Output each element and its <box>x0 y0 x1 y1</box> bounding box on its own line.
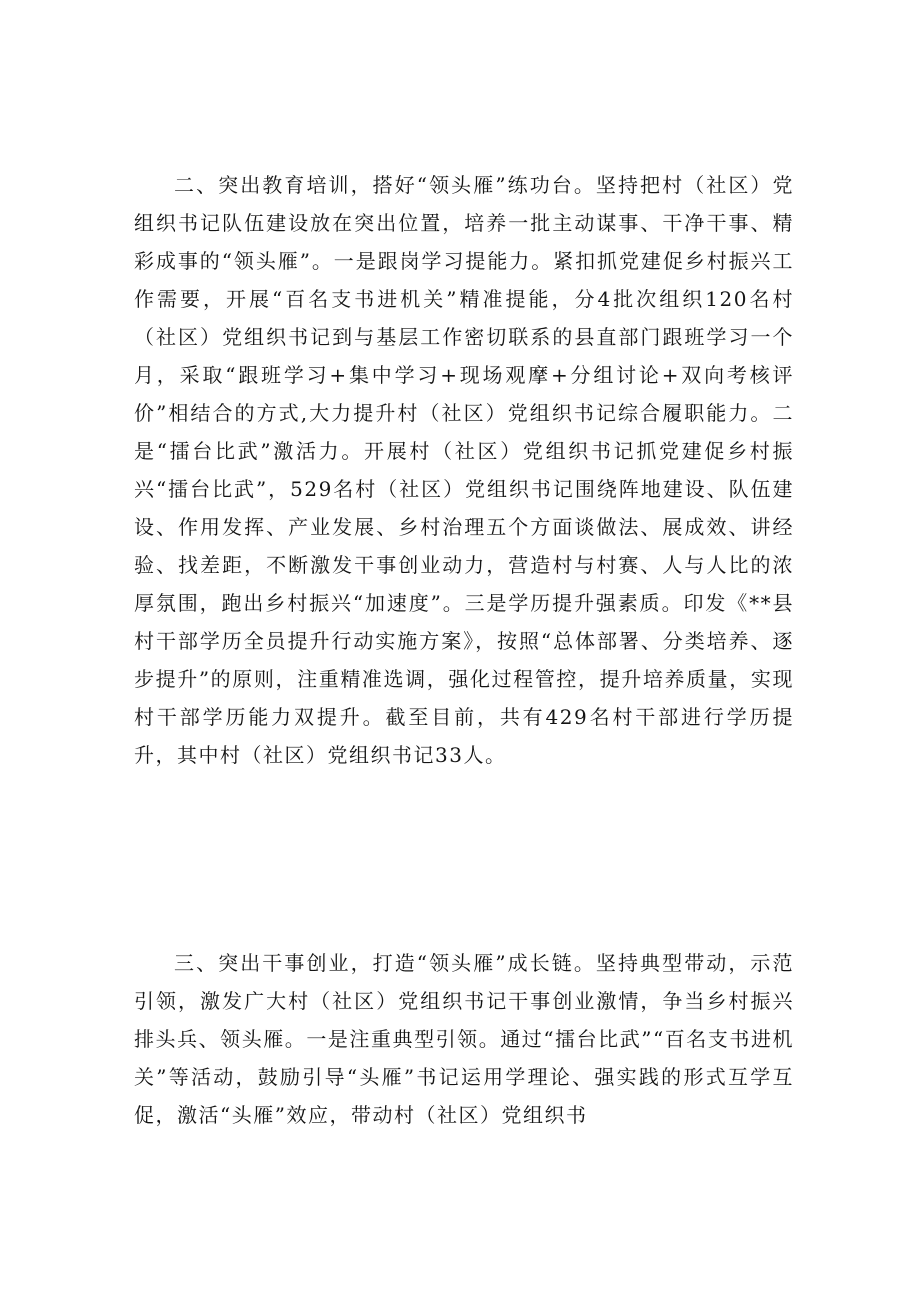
paragraph-text: 三、突出干事创业，打造“领头雁”成长链。坚持典型带动，示范引领，激发广大村（社区）党组织书记干事创业激情，争当乡村振兴排头兵、领头雁。一是注重典型引领。通过“擂台比武”“百名支书进机关”等活动，鼓励引导“头雁”书记运用学理论、强实践的形式互学互促，激活“头雁”效应，带动村（社区）党组织书 <box>134 951 794 1127</box>
paragraph-education-training <box>134 166 794 774</box>
paragraph-career-development <box>134 944 794 1134</box>
paragraph-text: 二、突出教育培训，搭好“领头雁”练功台。坚持把村（社区）党组织书记队伍建设放在突出位置，培养一批主动谋事、干净干事、精彩成事的“领头雁”。一是跟岗学习提能力。紧扣抓党建促乡村振兴工作需要，开展“百名支书进机关”精准提能，分4批次组织120名村（社区）党组织书记到与基层工作密切联系的县直部门跟班学习一个月，采取“跟班学习+集中学习+现场观摩+分组讨论+双向考核评价”相结合的方式,大力提升村（社区）党组织书记综合履职能力。二是“擂台比武”激活力。开展村（社区）党组织书记抓党建促乡村振兴“擂台比武”，529名村（社区）党组织书记围绕阵地建设、队伍建设、作用发挥、产业发展、乡村治理五个方面谈做法、展成效、讲经验、找差距，不断激发干事创业动力，营造村与村赛、人与人比的浓厚氛围，跑出乡村振兴“加速度”。三是学历提升强素质。印发《**县村干部学历全员提升行动实施方案》，按照“总体部署、分类培养、逐步提升”的原则，注重精准选调，强化过程管控，提升培养质量，实现村干部学历能力双提升。截至目前，共有429名村干部进行学历提升，其中村（社区）党组织书记33人。 <box>134 173 794 767</box>
